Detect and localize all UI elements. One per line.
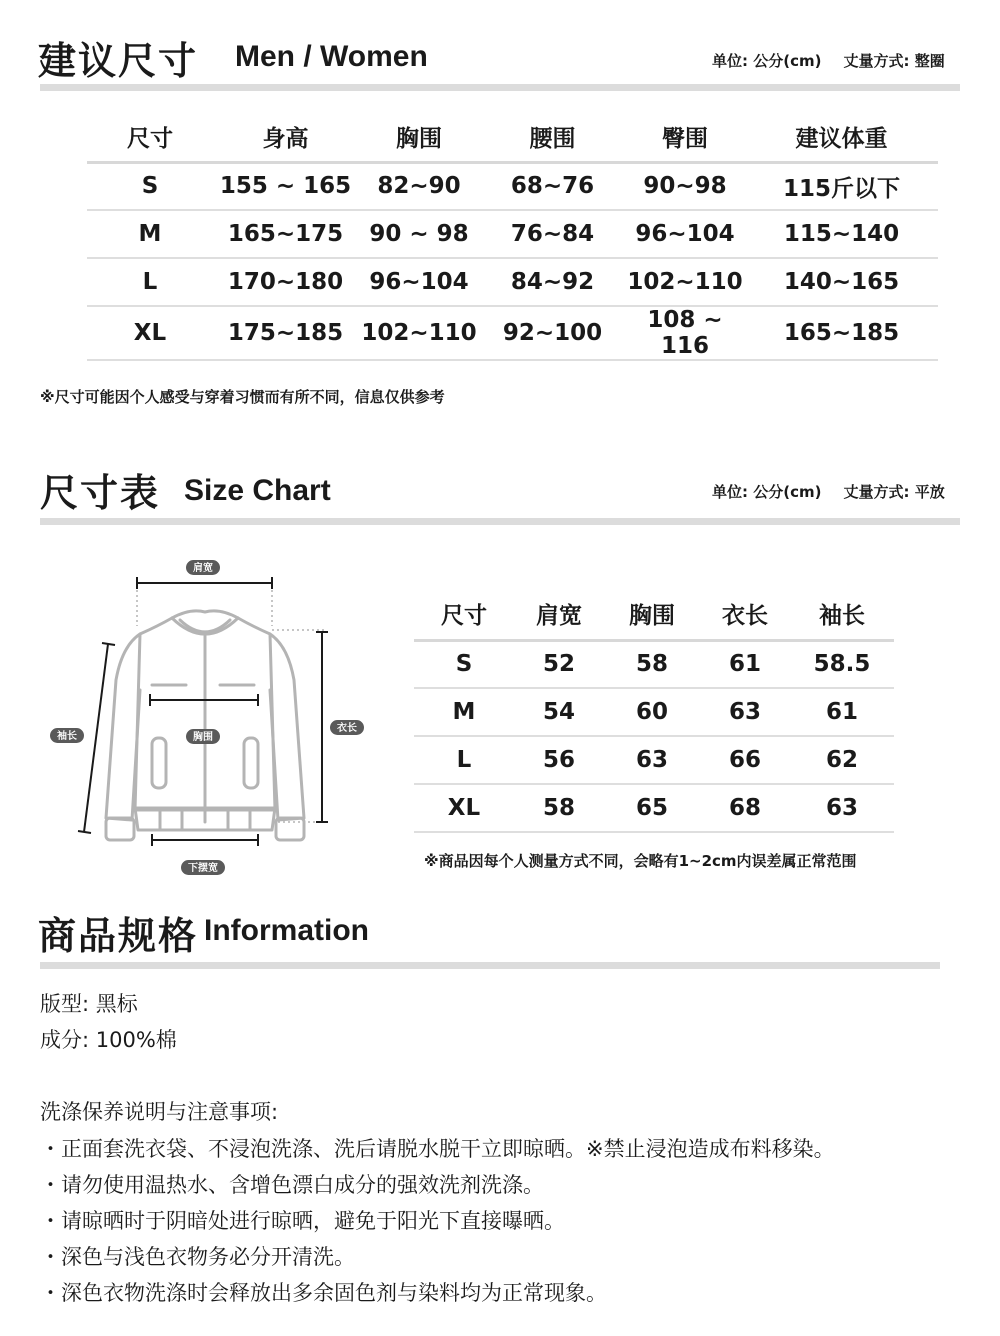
table-cell: 96~104 bbox=[625, 210, 745, 258]
chest-tag bbox=[186, 729, 220, 744]
table-row bbox=[87, 210, 938, 258]
table-cell: XL bbox=[87, 306, 213, 360]
body-length-label: 衣长 bbox=[337, 723, 357, 734]
table-row bbox=[414, 688, 894, 736]
jacket-diagram-svg bbox=[40, 550, 380, 890]
material-spec: 成分: 100%棉 bbox=[40, 1028, 177, 1052]
jacket-measurement-diagram bbox=[40, 550, 380, 890]
table-cell: XL bbox=[414, 784, 514, 832]
measurement-lines-icon bbox=[78, 577, 328, 846]
table-cell: 63 bbox=[604, 736, 700, 784]
table-row bbox=[87, 162, 938, 210]
table-cell: 76~84 bbox=[480, 210, 625, 258]
table-cell: 62 bbox=[790, 736, 894, 784]
table-header-row bbox=[414, 588, 894, 640]
table-cell: 58 bbox=[514, 784, 604, 832]
table-cell: 63 bbox=[700, 688, 790, 736]
column-header: 肩宽 bbox=[514, 588, 604, 640]
table-cell: 96~104 bbox=[358, 258, 480, 306]
table-row bbox=[87, 258, 938, 306]
table-cell: M bbox=[414, 688, 514, 736]
column-header: 身高 bbox=[213, 112, 358, 162]
section1-unit-info bbox=[712, 50, 945, 71]
column-header: 尺寸 bbox=[414, 588, 514, 640]
section1-title-en: Men / Women bbox=[235, 40, 428, 73]
table-cell: M bbox=[87, 210, 213, 258]
column-header: 袖长 bbox=[790, 588, 894, 640]
section3-divider bbox=[40, 962, 940, 969]
table-cell: S bbox=[414, 640, 514, 688]
section1-divider bbox=[40, 84, 960, 91]
shoulder-width-label: 肩宽 bbox=[193, 563, 213, 574]
sleeve-length-tag bbox=[50, 728, 84, 743]
shoulder-width-tag bbox=[186, 560, 220, 575]
body-length-tag bbox=[330, 720, 364, 735]
table-row bbox=[87, 306, 938, 360]
care-item: ・深色衣物洗涤时会释放出多余固色剂与染料均为正常现象。 bbox=[40, 1281, 607, 1305]
chest-label: 胸围 bbox=[193, 732, 213, 743]
table-cell: S bbox=[87, 162, 213, 210]
section1-note: ※尺寸可能因个人感受与穿着习惯而有所不同，信息仅供参考 bbox=[40, 388, 445, 406]
table-cell: 68~76 bbox=[480, 162, 625, 210]
table-cell: 102~110 bbox=[358, 306, 480, 360]
column-header: 建议体重 bbox=[745, 112, 938, 162]
table-row bbox=[414, 736, 894, 784]
table-cell: 115斤以下 bbox=[745, 162, 938, 210]
table-row bbox=[414, 640, 894, 688]
care-item: ・正面套洗衣袋、不浸泡洗涤、洗后请脱水脱干立即晾晒。※禁止浸泡造成布料移染。 bbox=[40, 1137, 835, 1161]
table-cell: 54 bbox=[514, 688, 604, 736]
table-cell: 61 bbox=[790, 688, 894, 736]
section3-title-en: Information bbox=[204, 914, 369, 947]
column-header: 衣长 bbox=[700, 588, 790, 640]
hem-width-label: 下摆宽 bbox=[188, 863, 218, 874]
table-cell: L bbox=[414, 736, 514, 784]
table-cell: 52 bbox=[514, 640, 604, 688]
table-cell: 58 bbox=[604, 640, 700, 688]
care-instructions-title: 洗涤保养说明与注意事项: bbox=[40, 1100, 279, 1124]
table-row bbox=[414, 784, 894, 832]
section2-title-en: Size Chart bbox=[184, 474, 331, 507]
table-cell: 140~165 bbox=[745, 258, 938, 306]
table-cell: 175~185 bbox=[213, 306, 358, 360]
table-cell: 63 bbox=[790, 784, 894, 832]
table-cell: 58.5 bbox=[790, 640, 894, 688]
table-header-row bbox=[87, 112, 938, 162]
table-cell: 65 bbox=[604, 784, 700, 832]
table-cell: 155 ~ 165 bbox=[213, 162, 358, 210]
method-label: 丈量方式: 平放 bbox=[843, 483, 945, 501]
jacket-outline-icon bbox=[106, 611, 304, 840]
fit-spec: 版型: 黑标 bbox=[40, 992, 138, 1016]
recommended-size-table bbox=[87, 112, 938, 361]
column-header: 胸围 bbox=[604, 588, 700, 640]
sleeve-length-label: 袖长 bbox=[57, 731, 77, 742]
table-cell: 66 bbox=[700, 736, 790, 784]
section2-unit-info bbox=[712, 481, 945, 502]
column-header: 腰围 bbox=[480, 112, 625, 162]
table-cell: 56 bbox=[514, 736, 604, 784]
table-cell: 68 bbox=[700, 784, 790, 832]
unit-label: 单位: 公分(cm) bbox=[712, 52, 822, 70]
table-cell: 60 bbox=[604, 688, 700, 736]
column-header: 胸围 bbox=[358, 112, 480, 162]
table-cell: 115~140 bbox=[745, 210, 938, 258]
table-cell: 82~90 bbox=[358, 162, 480, 210]
section1-title-zh: 建议尺寸 bbox=[38, 39, 199, 83]
table-cell: 170~180 bbox=[213, 258, 358, 306]
table-cell: 84~92 bbox=[480, 258, 625, 306]
section2-title-zh: 尺寸表 bbox=[40, 471, 161, 515]
table-cell: 165~185 bbox=[745, 306, 938, 360]
table-cell: 108 ~ 116 bbox=[625, 306, 745, 360]
section2-divider bbox=[40, 518, 960, 525]
table-cell: 92~100 bbox=[480, 306, 625, 360]
column-header: 臀围 bbox=[625, 112, 745, 162]
table-cell: 90 ~ 98 bbox=[358, 210, 480, 258]
table-cell: 90~98 bbox=[625, 162, 745, 210]
care-item: ・请晾晒时于阴暗处进行晾晒，避免于阳光下直接曝晒。 bbox=[40, 1209, 565, 1233]
care-item: ・深色与浅色衣物务必分开清洗。 bbox=[40, 1245, 355, 1269]
table-cell: L bbox=[87, 258, 213, 306]
hem-width-tag bbox=[181, 860, 225, 875]
method-label: 丈量方式: 整圈 bbox=[843, 52, 945, 70]
table-cell: 61 bbox=[700, 640, 790, 688]
section2-note: ※商品因每个人测量方式不同，会略有1~2cm内误差属正常范围 bbox=[424, 852, 857, 870]
size-chart-table bbox=[414, 588, 894, 833]
column-header: 尺寸 bbox=[87, 112, 213, 162]
unit-label: 单位: 公分(cm) bbox=[712, 483, 822, 501]
care-item: ・请勿使用温热水、含增色漂白成分的强效洗剂洗涤。 bbox=[40, 1173, 544, 1197]
table-cell: 165~175 bbox=[213, 210, 358, 258]
table-cell: 102~110 bbox=[625, 258, 745, 306]
section3-title-zh: 商品规格 bbox=[38, 914, 199, 958]
